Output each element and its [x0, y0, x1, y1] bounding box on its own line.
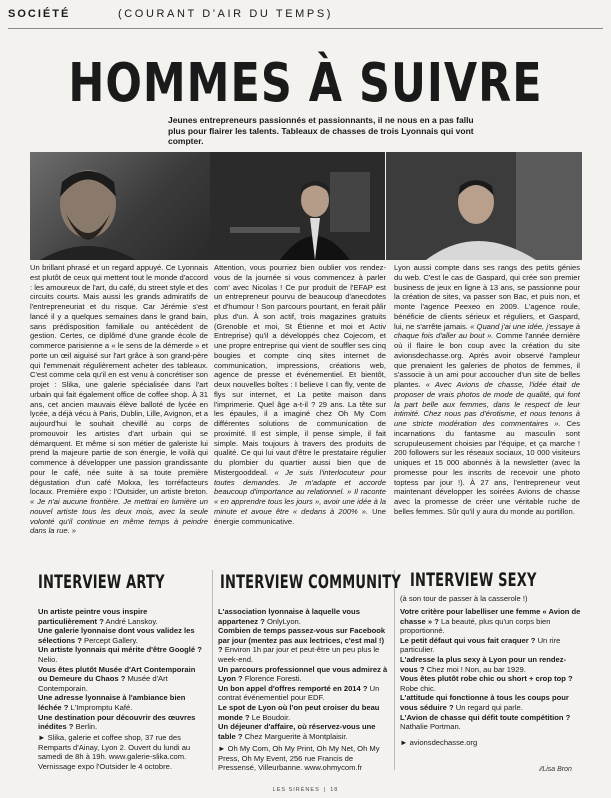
list-item: Le petit défaut qui vous fait craquer ? Un rire particulier. [400, 635, 561, 655]
list-item: Une destination pour découvrir des œuvres inédites ? Berlin. [38, 712, 196, 732]
photo-jeremie [30, 152, 210, 260]
magazine-name: LES SIRÈNES [272, 787, 320, 793]
address-avionsdechasse: ► avionsdechasse.org [400, 738, 478, 747]
interview-list-community [218, 607, 390, 741]
list-item: L'Avion de chasse qui défit toute compétition ? Nathalie Portman. [400, 712, 571, 732]
article-column-nicolas: Attention, vous pourriez bien oublier vos rendez-vous de la journée si vous commencez à parler com' avec Nicolas ! Ce pur produit de l'EFAP est un entrepreneur pourvu de beaucoup d'anecdotes et d'humour ! Son parcours pourtant, en ferait pâlir plus d'un. À son actif, trois magazines gratuits (Grenoble et moi, St Étienne et moi et Activ Entreprise) qu'il a développés chez Cojecom, et une propre entreprise qui vient de souffler ses cinq bougies et compte cinq sites internet de communication, impressions, créations web, agence de presse et événementiel. Et bientôt, deux nouvelles boîtes : I believe I can fly, vente de flys sur internet, et La petite maison dans l'imprimerie. Quel âge a-t-il ? 29 ans. La tête sur les épaules, il a imaginé chez Oh My Com différentes solutions de communication de proximité. Il est simple, il pense simple, il fait simple. Mais toujours à travers des produits de qualité. Ce qui lui vaut d'être le prestataire régulier du plombier du quartier aussi bien que de Mistergooddeal. « Je suis l'interlocuteur pour toutes demandes. Je m'adapte et accorde beaucoup d'importance au relationnel. » Il raconte « en apprendre tous les jours », avoir une idée à la minute et avoue être « dedans à 200% ». Une énergie communicative. [214, 263, 386, 526]
interview-subtitle-sexy: (à son tour de passer à la casserole !) [400, 594, 528, 603]
page-title: HOMMES À SUIVRE [68, 52, 543, 115]
list-item: Un artiste lyonnais qui mérite d'être Googlé ? Nelio. [38, 645, 202, 664]
photo-gaspard [386, 152, 582, 260]
portrait-gaspard [386, 152, 582, 260]
portrait-jeremie [30, 152, 210, 260]
page-number: 18 [330, 787, 339, 793]
list-item: Vous êtes plutôt Musée d'Art Contemporain ou Demeure du Chaos ? Musée d'Art Contemporain. [38, 664, 196, 693]
intro-text: Jeunes entrepreneurs passionnés et passionnants, il ne nous en a pas fallu plus pour flairer les talents. Tableaux de chasses de trois Lyonnais qui vont compter. [168, 115, 474, 146]
subsection-label: (COURANT D'AIR DU TEMPS) [118, 8, 334, 20]
list-item: L'adresse la plus sexy à Lyon pour un rendez-vous ? Chez moi ! Non, au bar 1929. [400, 654, 567, 674]
interview-title-community: INTERVIEW COMMUNITY [220, 572, 401, 594]
list-item: Une galerie lyonnaise dont vous validez les sélections ? Percept Gallery. [38, 626, 195, 645]
page-footer: LES SIRÈNES | 18 [272, 787, 339, 793]
photo-nicolas [210, 152, 385, 260]
list-item: Une adresse lyonnaise à l'ambiance bien léchée ? L'Impromptu Kafé. [38, 693, 186, 712]
article-column-gaspard: Lyon aussi compte dans ses rangs des petits génies du web. C'est le cas de Gaspard, qui crée son premier business de jeux en ligne à 13 ans, se passionne pour la création de sites, va passer son Bac, et puis non, et monte l'agence Peexeo en 2009. L'agence roule, bénéficie de clients sérieux et réguliers, et Gaspard, lui, ne s'arrête jamais. « Quand j'ai une idée, j'essaye à chaque fois d'aller au bout ». Comme l'année dernière où il flaire le bon coup avec la création du site avionsdechasse.org. Après avoir observé l'ampleur que prenaient les galeries de photos de femmes, il s'associe à un ami pour accoucher d'un site de belles plantes. « Avec Avions de chasse, l'idée était de proposer de vrais photos de mode de qualité, qui font la part belle aux femmes, dans le respect de leur intimité. Chez nous pas d'érotisme, et nous tenons à une stricte modération des commentaires ». Ces incarnations du fantasme au masculin sont scrupuleusement choisies par l'équipe, et ça marche ! 200 followers sur les réseaux sociaux, 10 000 visiteurs uniques et 15 000 abonnés à la newsletter (avec la promesse pour les inscrits de recevoir une photo toptess par jour !). À 27 ans, l'entrepreneur veut maintenant développer les soirées Avions de chasse avec la promesse de créer une véritable ruche de belles femmes. Sûr qu'il y aura du monde au portillon. [394, 263, 580, 516]
interview-title-arty: INTERVIEW ARTY [38, 572, 165, 594]
list-item: Combien de temps passez-vous sur Facebook par jour (mentez pas aux lectrices, c'est mal !) ? Environ 1h par jour et peut-être un peu plus le week-end. [218, 626, 386, 664]
address-slika: ► Slika, galerie et coffee shop, 37 rue des Remparts d'Ainay, Lyon 2. Ouvert du lundi au samedi de 8h à 19h. www.galerie-slika.com. Vernissage expo l'Outsider le 4 octobre. [38, 733, 191, 771]
list-item: Un déjeuner d'affaire, où réservez-vous une table ? Chez Marguerite à Montplaisir. [218, 722, 376, 741]
interview-list-sexy [400, 607, 582, 732]
list-item: Votre critère pour labelliser une femme « Avion de chasse » ? La beauté, plus qu'un corps bien proportionné. [400, 607, 581, 636]
interview-list-arty [38, 607, 206, 732]
column-divider [212, 570, 213, 770]
list-item: Un artiste peintre vous inspire particulièrement ? André Lanskoy. [38, 607, 158, 626]
list-item: Vous êtes plutôt robe chic ou short + crop top ? Robe chic. [400, 674, 573, 693]
list-item: Le spot de Lyon où l'on peut croiser du beau monde ? Le Boudoir. [218, 702, 380, 722]
column-divider [394, 570, 395, 770]
list-item: L'attitude qui fonctionne à tous les coups pour vous séduire ? Un regard qui parle. [400, 693, 569, 712]
header-divider [8, 28, 603, 29]
address-ohmycom: ► Oh My Com, Oh My Print, Oh My Net, Oh My Press, Oh My Event, 256 rue Francis de Pressensé, Villeurbanne. www.ohmycom.fr [218, 744, 380, 773]
interview-title-sexy: INTERVIEW SEXY [410, 570, 537, 592]
photo-credit: ∕∕ Lisa Bron [540, 766, 572, 773]
list-item: Un bon appel d'offres remporté en 2014 ? Un contrat événementiel pour EDF. [218, 683, 380, 703]
list-item: Un parcours professionnel que vous admirez à Lyon ? Florence Foresti. [218, 664, 388, 684]
section-label: SOCIÉTÉ [8, 8, 71, 20]
article-column-jeremie: Un brillant phrasé et un regard appuyé. Ce Lyonnais est plutôt de ceux qui mettent tout le monde d'accord : les amoureux de l'art, du café, du street style et des circuits courts. Mais aussi les grands admiratifs de l'entrepreneuriat et du risque. Car Jérémie s'est lancé il y a quelques semaines dans le grand bain, sans prédisposition familiale ou antécédent de gestion. Certes, ce diplômé d'une grande école de commerce parisienne a « le sens de la démerde » et porte un œil aiguisé sur l'art grâce à son grand-père qui l'emmenait régulièrement acheter des tableaux. C'est comme cela qu'il en est venu à concrétiser son projet : Slika, une galerie spécialisée dans l'art urbain qui fait également office de coffee shop. À 31 ans, cet ancien mauvais élève balloté de lycée en lycée, a déjà vécu à Paris, Dublin, Lille, Avignon, et a aujourd'hui le souhait chevillé au corps de promouvoir les artistes d'art urbain qui se démarquent. Et même si son métier de galeriste lui prend la majeure partie de son énergie, le voilà qui commence à développer une passion grandissante pour le café, née suite à sa toute première dégustation d'un café Mokxa, les torréfacteurs locaux. Première expo : l'Outsider, un artiste breton. « Je n'ai aucune frontière. Je mettrai en lumière un nouvel artiste tous les deux mois, avec la seule volonté qu'il continue en même temps à peindre dans la rue. » [30, 263, 208, 536]
portrait-nicolas [210, 152, 385, 260]
list-item: L'association lyonnaise à laquelle vous appartenez ? OnlyLyon. [218, 607, 360, 626]
